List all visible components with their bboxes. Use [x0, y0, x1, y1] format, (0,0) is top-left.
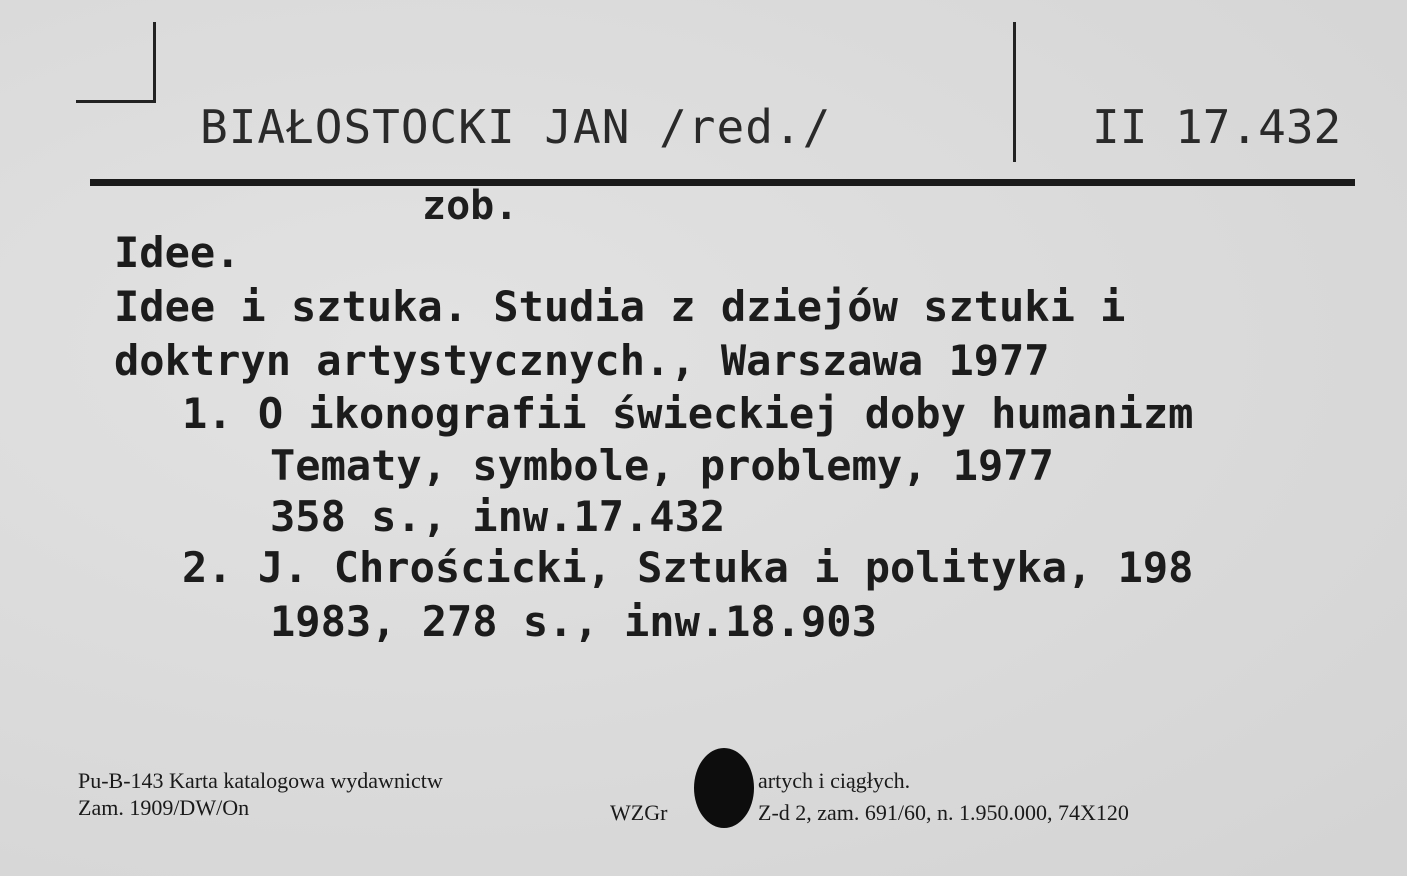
heading-divider: [1013, 22, 1016, 162]
entry-line-4: 1. O ikonografii świeckiej doby humanizm: [182, 389, 1194, 438]
entry-line-5: Tematy, symbole, problemy, 1977: [270, 441, 1054, 490]
footer-line2-mid: WZGr: [610, 800, 668, 825]
corner-mark-vertical: [153, 22, 156, 102]
punch-hole: [694, 748, 754, 828]
entry-line-7: 2. J. Chrościcki, Sztuka i polityka, 198: [182, 543, 1194, 592]
entry-line-2: Idee i sztuka. Studia z dziejów sztuki i: [114, 282, 1126, 331]
card-heading: BIAŁOSTOCKI JAN /red./: [200, 100, 832, 154]
call-number: II 17.432: [1092, 100, 1342, 154]
heading-rule: [90, 179, 1355, 186]
entry-line-8: 1983, 278 s., inw.18.903: [270, 597, 877, 646]
entry-line-1: Idee.: [114, 228, 241, 277]
corner-mark-horizontal: [76, 100, 156, 103]
entry-line-3: doktryn artystycznych., Warszawa 1977: [114, 336, 1050, 385]
entry-line-6: 358 s., inw.17.432: [270, 492, 726, 541]
footer-line2-right: Z-d 2, zam. 691/60, n. 1.950.000, 74X120: [758, 800, 1129, 825]
footer-line2-left: Zam. 1909/DW/On: [78, 795, 250, 820]
footer-line1-left: Pu-B-143 Karta katalogowa wydawnictw: [78, 768, 443, 793]
footer-line1-right: artych i ciągłych.: [758, 768, 911, 793]
see-reference: zob.: [422, 183, 519, 229]
